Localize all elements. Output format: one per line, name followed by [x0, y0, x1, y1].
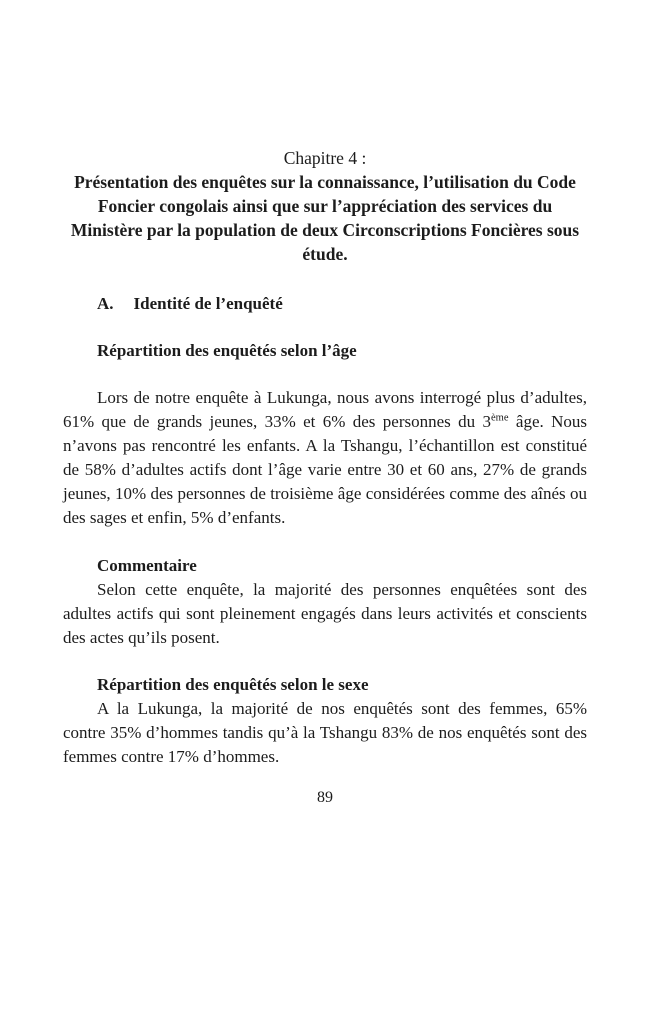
commentaire-heading: Commentaire [97, 556, 197, 575]
subheading-repartition-age: Répartition des enquêtés selon l’âge [97, 341, 357, 360]
paragraph-age-part2: âge. Nous n’avons pas rencontré les enfants. A la Tshangu, l’échantillon est constitué de 58% d’adultes actifs dont l’âge varie entre 30 et 60 ans, 27% de grands jeunes, 10% des personnes de troisième âge considérées comme des aînés ou des sages et enfin, 5% d’enfants. [63, 412, 587, 527]
subheading-repartition-sexe: Répartition des enquêtés selon le sexe [97, 675, 369, 694]
page-number: 89 [317, 789, 333, 806]
paragraph-age-part1: Lors de notre enquête à Lukunga, nous avons interrogé plus d’adultes, 61% que de grands jeunes, 33% et 6% des personnes du 3 [63, 388, 587, 431]
section-a-heading [63, 292, 587, 316]
section-a-label: A. [97, 294, 114, 313]
paragraph-age [63, 386, 587, 530]
chapter-number: Chapitre 4 : [283, 148, 367, 168]
chapter-title: Présentation des enquêtes sur la connaissance, l’utilisation du Code Foncier congolais ainsi que sur l’appréciation des services du Ministère par la population de deux Circonscriptions Foncières sous étude. [70, 172, 580, 264]
chapter-heading [63, 146, 587, 266]
section-a-title: Identité de l’enquêté [133, 294, 283, 313]
paragraph-age-superscript: ème [490, 412, 509, 424]
paragraph-sexe: A la Lukunga, la majorité de nos enquêtés sont des femmes, 65% contre 35% d’hommes tandis qu’à la Tshangu 83% de nos enquêtés sont des femmes contre 17% d’hommes. [63, 699, 587, 766]
commentaire-paragraph: Selon cette enquête, la majorité des personnes enquêtées sont des adultes actifs qui sont pleinement engagés dans leurs activités et conscients des actes qu’ils posent. [63, 580, 587, 647]
